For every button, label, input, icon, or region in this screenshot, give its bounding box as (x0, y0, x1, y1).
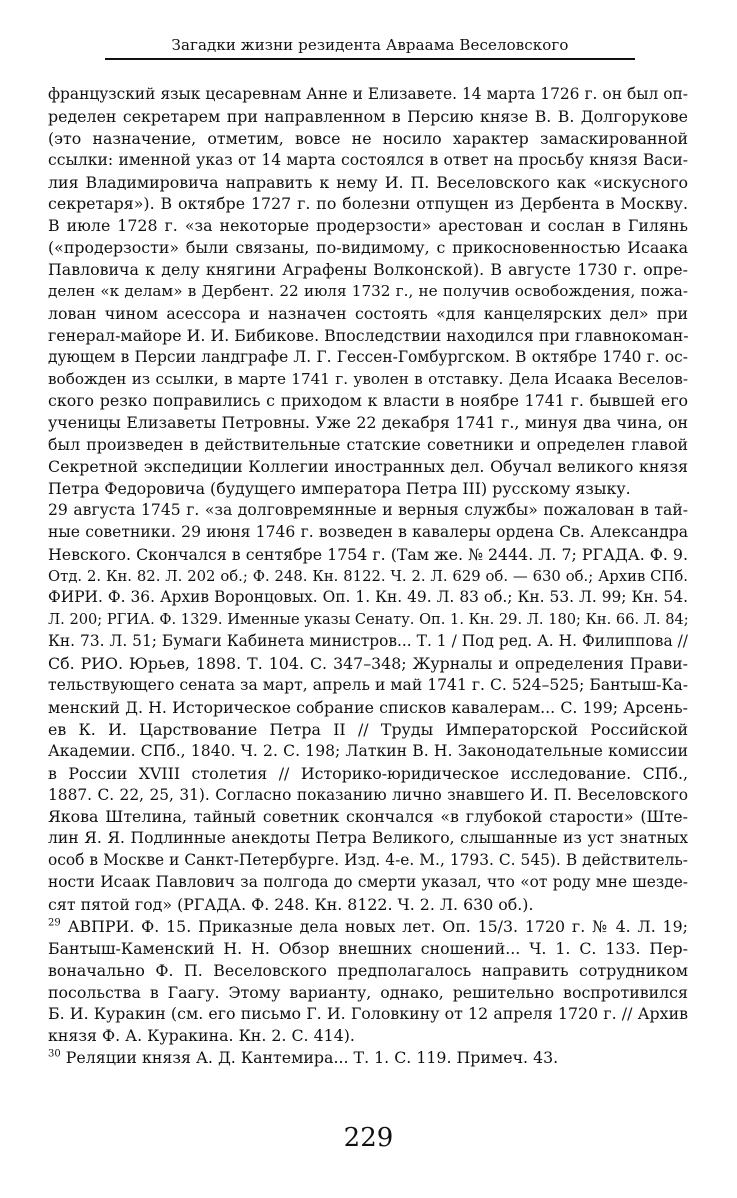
text-line: Павловича к делу княгини Аграфены Волконской). В августе 1730 г. опре- (48, 260, 688, 280)
text-line: французский язык цесаревнам Анне и Елизавете. 14 марта 1726 г. он был оп- (48, 85, 688, 103)
text-line: делен «к делам» в Дербент. 22 июля 1732 г., не получив освобождения, пожа- (48, 282, 688, 301)
footnote-30-text: Реляции князя А. Д. Кантемира... Т. 1. С. 119. Примеч. 43. (65, 1048, 559, 1068)
text-line: в России XVIII столетия // Историко-юридическое исследование. СПб., (48, 763, 688, 783)
text-line: Петра Федоровича (будущего императора Петра III) русскому языку. (48, 479, 631, 499)
header-rule (105, 58, 635, 60)
text-line: дующем в Персии ландграфе Л. Г. Гессен-Гомбургском. В октябре 1740 г. ос- (48, 347, 688, 366)
text-line: Кн. 73. Л. 51; Бумаги Кабинета министров... Т. 1 / Под ред. А. Н. Филиппова // (48, 632, 688, 651)
text-line: ученицы Елизаветы Петровны. Уже 22 декабря 1741 г., минуя два чина, он (48, 413, 688, 433)
text-line: лия Владимировича направить к нему И. П. Веселовского как «искусного (48, 172, 688, 192)
footnote-marker-30: 30 (48, 1048, 61, 1060)
text-line: воначально Ф. П. Веселовского предполагалось направить сотрудником (48, 960, 688, 980)
text-line: ского резко поправились с приходом к власти в ноябре 1741 г. бывшей его (48, 391, 688, 411)
text-line: ределен секретарем при направленном в Персию князе В. В. Долгорукове (48, 106, 688, 126)
text-line: Невского. Скончался в сентябре 1754 г. (Там же. № 2444. Л. 7; РГАДА. Ф. 9. (48, 544, 688, 564)
text-line: лин Я. Я. Подлинные анекдоты Петра Великого, слышанные из уст знатных (48, 829, 688, 848)
text-line: В июле 1728 г. «за некоторые продерзости» арестован и сослан в Гилянь (48, 216, 688, 236)
text-line: ссылки: именной указ от 14 марта состоялся в ответ на просьбу князя Васи- (48, 150, 688, 169)
text-line: ные советники. 29 июня 1746 г. возведен в кавалеры ордена Св. Александра (48, 522, 688, 541)
text-line: Секретной экспедиции Коллегии иностранных дел. Обучал великого князя (48, 457, 688, 477)
text-line: ФИРИ. Ф. 36. Архив Воронцовых. Оп. 1. Кн. 49. Л. 83 об.; Кн. 53. Л. 99; Кн. 54. (48, 588, 688, 607)
running-header: Загадки жизни резидента Авраама Веселовского (171, 36, 569, 54)
text-line: особ в Москве и Санкт-Петербурге. Изд. 4-е. М., 1793. С. 545). В действитель- (48, 851, 688, 870)
text-line: Л. 200; РГИА. Ф. 1329. Именные указы Сенату. Оп. 1. Кн. 29. Л. 180; Кн. 66. Л. 84; (48, 611, 689, 629)
text-line: генерал-майоре И. И. Бибикове. Впоследствии находился при главнокоман- (48, 325, 689, 345)
footnote-30-line (48, 1047, 688, 1069)
text-line: сят пятой год» (РГАДА. Ф. 248. Кн. 8122. Ч. 2. Л. 630 об.). (48, 894, 534, 914)
text-line: 1887. С. 22, 25, 31). Согласно показанию лично знавшего И. П. Веселовского (48, 785, 688, 804)
text-line: лован чином асессора и назначен состоять «для канцелярских дел» при (48, 303, 688, 323)
text-line: тельствующего сената за март, апрель и май 1741 г. С. 524–525; Бантыш-Ка- (48, 676, 688, 695)
text-line: Сб. РИО. Юрьев, 1898. Т. 104. С. 347–348; Журналы и определения Прави- (48, 654, 688, 674)
page-number: 229 (343, 1123, 394, 1153)
text-line: ности Исаак Павлович за полгода до смерти указал, что «от роду мне шезде- (48, 873, 688, 892)
text-line: князя Ф. А. Куракина. Кн. 2. С. 414). (48, 1026, 355, 1046)
text-line: вобожден из ссылки, в марте 1741 г. уволен в отставку. Дела Исаака Веселов- (48, 369, 688, 388)
text-line: 29 августа 1745 г. «за долговремянные и верныя службы» пожалован в тай- (48, 500, 688, 519)
footnote-marker-29: 29 (48, 917, 61, 929)
text-line: Академии. СПб., 1840. Ч. 2. С. 198; Латкин В. Н. Законодательные комиссии (48, 741, 688, 760)
text-line: Б. И. Куракин (см. его письмо Г. И. Головкину от 12 апреля 1720 г. // Архив (48, 1004, 688, 1024)
footnote-29-line (48, 916, 688, 938)
text-line: Якова Штелина, тайный советник скончался «в глубокой старости» (Ште- (48, 807, 688, 827)
text-line: (это назначение, отметим, вовсе не носило характер замаскированной (48, 128, 688, 148)
text-line: посольства в Гаагу. Этому варианту, однако, решительно воспротивился (48, 982, 688, 1002)
text-line: («продерзости» были связаны, по-видимому, с прикосновенностью Исаака (48, 238, 688, 258)
text-line: менский Д. Н. Историческое собрание списков кавалерам... С. 199; Арсень- (48, 697, 688, 717)
text-line: Бантыш-Каменский Н. Н. Обзор внешних сношений... Ч. 1. С. 133. Пер- (48, 938, 688, 958)
text-line: секретаря»). В октябре 1727 г. по болезни отпущен из Дербента в Москву. (48, 194, 688, 214)
footnote-text (48, 84, 688, 1069)
text-line: ев К. И. Царствование Петра II // Труды Императорской Российской (48, 719, 688, 739)
footnote-29-text: АВПРИ. Ф. 15. Приказные дела новых лет. Оп. 15/3. 1720 г. № 4. Л. 19; (67, 916, 688, 936)
text-line: был произведен в действительные статские советники и определен главой (48, 435, 688, 455)
text-line: Отд. 2. Кн. 82. Л. 202 об.; Ф. 248. Кн. 8122. Ч. 2. Л. 629 об. — 630 об.; Архив СПб. (48, 567, 688, 585)
